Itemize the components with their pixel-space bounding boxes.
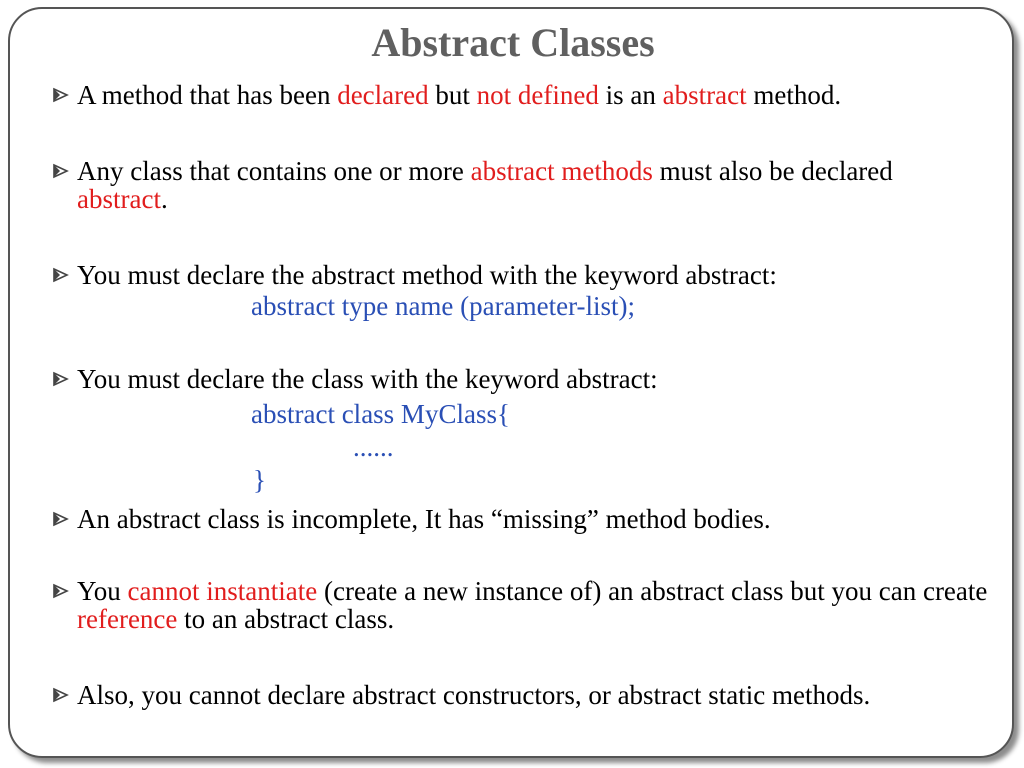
bullet-4-text: You must declare the class with the keyword abstract:: [77, 364, 658, 394]
code-abstract-method-signature: abstract type name (parameter-list);: [251, 291, 636, 321]
slide-title: Abstract Classes: [371, 20, 655, 65]
arrow-bullet-icon: [50, 365, 72, 393]
arrow-bullet-icon: [50, 157, 72, 185]
arrow-bullet-icon: [50, 505, 72, 533]
emphasis-abstract: abstract: [77, 184, 161, 214]
code-closing-brace: }: [253, 465, 266, 495]
bullet-3-text: You must declare the abstract method with the keyword abstract:: [77, 260, 777, 290]
bullet-2-text: Any class that contains one or more abstract methods must also be declared abstract.: [77, 156, 893, 214]
arrow-bullet-icon: [50, 681, 72, 709]
arrow-bullet-icon: [50, 81, 72, 109]
arrow-bullet-icon: [50, 577, 72, 605]
bullet-6-text: You cannot instantiate (create a new instance of) an abstract class but you can create reference to an abstract class.: [77, 576, 988, 634]
code-class-body: ......: [353, 432, 394, 462]
emphasis-not-defined: not defined: [476, 80, 599, 110]
emphasis-abstract-methods: abstract methods: [470, 156, 653, 186]
code-class-declaration: abstract class MyClass{: [251, 399, 510, 429]
bullet-1-text: A method that has been declared but not defined is an abstract method.: [77, 80, 842, 110]
slide-frame: [8, 7, 1014, 758]
emphasis-reference: reference: [77, 604, 178, 634]
emphasis-declared: declared: [337, 80, 429, 110]
bullet-7-text: Also, you cannot declare abstract constructors, or abstract static methods.: [77, 680, 871, 710]
bullet-5-text: An abstract class is incomplete, It has “missing” method bodies.: [77, 504, 771, 534]
emphasis-abstract: abstract: [662, 80, 747, 110]
arrow-bullet-icon: [50, 261, 72, 289]
emphasis-cannot-instantiate: cannot instantiate: [127, 576, 318, 606]
